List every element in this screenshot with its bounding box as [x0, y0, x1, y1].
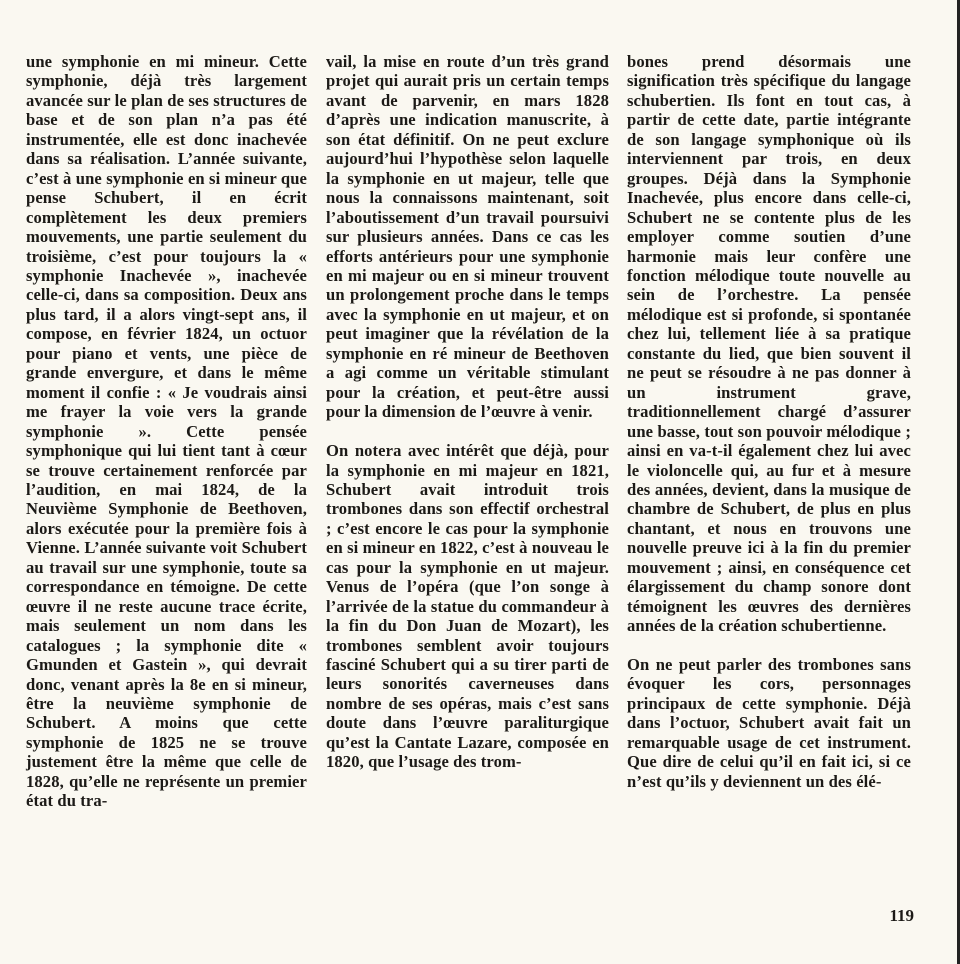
text-column-2: [326, 52, 609, 772]
text-column-3: [627, 52, 911, 791]
page-number: 119: [889, 906, 914, 925]
paragraph: On ne peut parler des trombones sans évoquer les cors, personnages principaux de cette symphonie. Déjà dans l’octuor, Schubert avait fait un remarquable usage de cet instrument. Que dire de celui qu’il en fait ici, si ce n’est qu’ils y deviennent un des élé-: [627, 655, 911, 791]
paragraph: vail, la mise en route d’un très grand projet qui aurait pris un certain temps avant de parvenir, en mars 1828 d’après une indication manuscrite, à son état définitif. On ne peut exclure aujourd’hui l’hypothèse selon laquelle la symphonie en ut majeur, telle que nous la connaissons maintenant, soit l’aboutissement d’un travail poursuivi sur plusieurs années. Dans ce cas les efforts antérieurs pour une symphonie en mi majeur ou en si mineur trouvent un prolongement proche dans le temps avec la symphonie en ut majeur, et on peut imaginer que la révélation de la symphonie en ré mineur de Beethoven a agi comme un véritable stimulant pour la création, et peut-être aussi pour la dimension de l’œuvre à venir.: [326, 52, 609, 422]
text-column-1: [26, 52, 307, 811]
paragraph: bones prend désormais une signification très spécifique du langage schubertien. Ils font en tout cas, à partir de cette date, partie intégrante de son langage symphonique où ils interviennent par trois, en deux groupes. Déjà dans la Symphonie Inachevée, plus encore dans celle-ci, Schubert ne se contente plus de les employer comme soutien d’une harmonie mais leur confère une fonction mélodique toute nouvelle au sein de l’orchestre. La pensée mélodique est si profonde, si spontanée chez lui, tellement liée à sa pratique constante du lied, que bien souvent il ne peut se résoudre à ne pas donner à un instrument grave, traditionnellement chargé d’assurer une basse, tout son pouvoir mélodique ; ainsi en va-t-il également chez lui avec le violoncelle qui, au fur et à mesure des années, devient, dans la musique de chambre de Schubert, de plus en plus chantant, et nous en trouvons une nouvelle preuve ici à la fin du premier mouvement ; ainsi, en conséquence cet élargissement du champ sonore dont témoignent les œuvres des dernières années de la création schubertienne.: [627, 52, 911, 636]
paragraph: On notera avec intérêt que déjà, pour la symphonie en mi majeur en 1821, Schubert avait introduit trois trombones dans son effectif orchestral ; c’est encore le cas pour la symphonie en si mineur en 1822, c’est à nouveau le cas pour la symphonie en ut majeur. Venus de l’opéra (que l’on songe à l’arrivée de la statue du commandeur à la fin du Don Juan de Mozart), les trombones semblent avoir toujours fasciné Schubert qui a su tirer parti de leurs sonorités caverneuses dans nombre de ses opéras, mais c’est sans doute dans l’œuvre paraliturgique qu’est la Cantate Lazare, composée en 1820, que l’usage des trom-: [326, 441, 609, 772]
paragraph: une symphonie en mi mineur. Cette symphonie, déjà très largement avancée sur le plan de ses structures de base et de son plan n’a pas été instrumentée, elle est donc inachevée dans sa réalisation. L’année suivante, c’est à une symphonie en si mineur que pense Schubert, il en écrit complètement les deux premiers mouvements, une partie seulement du troisième, c’est pour toujours la « symphonie Inachevée », inachevée celle-ci, dans sa composition. Deux ans plus tard, il a alors vingt-sept ans, il compose, en février 1824, un octuor pour piano et vents, une pièce de grande envergure, et dans le même moment il confie : « Je voudrais ainsi me frayer la voie vers la grande symphonie ». Cette pensée symphonique qui lui tient tant à cœur se trouve certainement renforcée par l’audition, en mai 1824, de la Neuvième Symphonie de Beethoven, alors exécutée pour la première fois à Vienne. L’année suivante voit Schubert au travail sur une symphonie, toute sa correspondance en témoigne. De cette œuvre il ne reste aucune trace écrite, mais seulement un nom dans les catalogues ; la symphonie dite « Gmunden et Gastein », qui devrait donc, venant après la 8e en si mineur, être la neuvième symphonie de Schubert. A moins que cette symphonie de 1825 ne se trouve justement être la même que celle de 1828, qu’elle ne représente un premier état du tra-: [26, 52, 307, 811]
